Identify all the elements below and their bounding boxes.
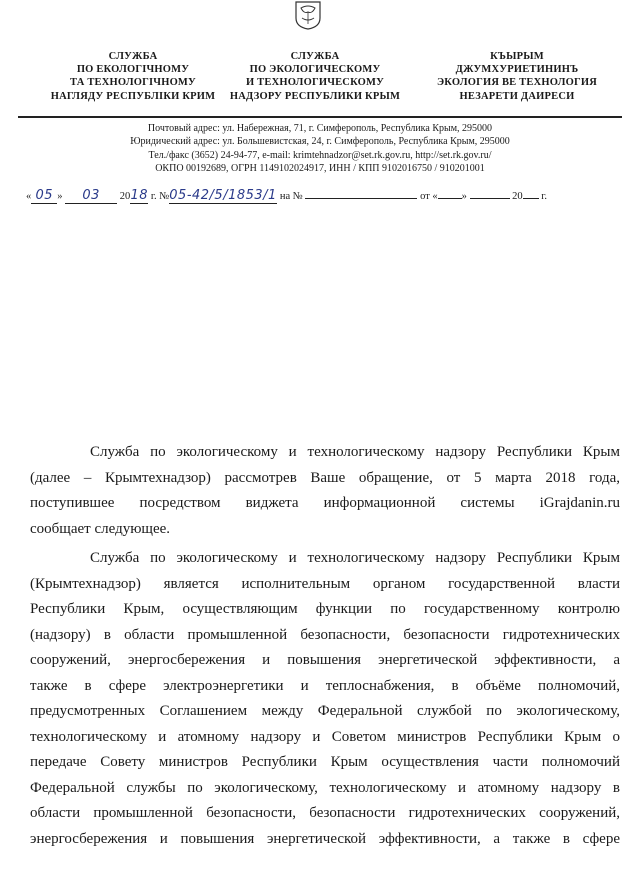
header-left-line: ТА ТЕХНОЛОГІЧНОМУ (70, 77, 196, 89)
ref-open-quote: « (26, 191, 32, 202)
body-line: сооружений, энергосбережения и повышения энергетической эффективности, а (30, 652, 620, 668)
header-left-line: НАГЛЯДУ РЕСПУБЛІКИ КРИМ (50, 90, 216, 102)
ref-day: 05 (31, 188, 57, 204)
body-line: области промышленной безопасности, безопасности гидротехнических сооружений, (30, 805, 620, 821)
header-middle-line: СЛУЖБА (290, 51, 340, 62)
ref-year-label: г. (150, 191, 157, 202)
header-middle-russian (220, 50, 410, 103)
header-right-line: ЭКОЛОГИЯ ВЕ ТЕХНОЛОГИЯ (436, 77, 598, 89)
contacts: Тел./факс (3652) 24-94-77, e-mail: krimtehnadzor@set.rk.gov.ru, http://set.rk.gov.ru/ (148, 149, 492, 161)
body-line: также в сфере электроэнергетики и теплоснабжения, в объёме полномочий, (30, 677, 620, 694)
ref-number: 05-42/5/1853/1 (169, 188, 277, 203)
body-line: Служба по экологическому и технологическому надзору Республики Крым (90, 444, 620, 460)
ref-year2-label: г. (541, 191, 548, 202)
ref-month: 03 (65, 188, 117, 204)
body-line: Федеральной службы по экологическому, технологическому и атомному надзору в (30, 779, 620, 796)
ref-year2-blank (523, 198, 539, 199)
header-right-line: ДЖУМХУРИЕТИНИНЪ (455, 64, 579, 76)
header-left-line: ПО ЕКОЛОГІЧНОМУ (76, 64, 190, 76)
ref-from-close: » (461, 191, 467, 202)
body-line: технологическому и атомному надзору и Советом министров Республики Крым о (30, 728, 620, 745)
body-line: передаче Совету министров Республики Крым осуществления части полномочий (30, 754, 620, 770)
header-left-ukrainian (38, 50, 228, 103)
body-line: Республики Крым, осуществляющим функции по государственному контролю (30, 601, 620, 617)
body-line: (надзору) в области промышленной безопасности, безопасности гидротехнических (30, 626, 620, 643)
body-line: сообщает следующее. (30, 520, 171, 537)
ref-from-label: от « (420, 191, 438, 202)
body-line: Служба по экологическому и технологическому надзору Республики Крым (90, 550, 620, 566)
registration-codes: ОКПО 00192689, ОГРН 1149102024917, ИНН / КПП 9102016750 / 910201001 (155, 163, 485, 175)
paragraph-2 (30, 546, 620, 852)
address-block (100, 122, 540, 176)
letter-body (30, 440, 620, 852)
header-right-line: НЕЗАРЕТИ ДАИРЕСИ (459, 90, 575, 102)
body-line: поступившее посредством виджета информационной системы iGrajdanin.ru (30, 495, 620, 511)
ref-close-quote: » (57, 191, 63, 202)
header-right-line: КЪЫРЫМ (490, 51, 544, 62)
body-line: предусмотренных Соглашением между Федеральной службой по экологическому, (30, 703, 620, 719)
crimea-emblem-icon (290, 0, 326, 30)
header-left-line: СЛУЖБА (108, 51, 158, 62)
ref-number-label: № (159, 191, 170, 202)
header-middle-line: И ТЕХНОЛОГИЧЕСКОМУ (245, 77, 385, 89)
header-middle-line: НАДЗОРУ РЕСПУБЛИКИ КРЫМ (229, 90, 401, 102)
ref-year2-prefix: 20 (512, 191, 523, 202)
header-divider (18, 116, 622, 118)
ref-on-label: на № (279, 191, 303, 202)
body-line: энергосбережения и повышения энергетической эффективности, а также в сфере (30, 830, 620, 847)
ref-year-prefix: 20 (119, 191, 131, 202)
legal-address: Юридический адрес: ул. Большевистская, 24, г. Симферополь, Республика Крым, 295000 (130, 136, 510, 148)
body-line: (Крымтехнадзор) является исполнительным органом государственной власти (30, 575, 620, 592)
ref-year-suffix: 18 (130, 188, 149, 203)
header-middle-line: ПО ЭКОЛОГИЧЕСКОМУ (249, 64, 381, 76)
header-right-crimean-tatar (422, 50, 612, 103)
ref-from-day-blank (438, 198, 462, 199)
ref-on-blank (305, 198, 417, 199)
paragraph-1 (30, 440, 620, 542)
body-line: (далее – Крымтехнадзор) рассмотрев Ваше обращение, от 5 марта 2018 года, (30, 469, 620, 486)
postal-address: Почтовый адрес: ул. Набережная, 71, г. Симферополь, Республика Крым, 295000 (147, 123, 493, 134)
ref-from-month-blank (470, 198, 510, 199)
reference-line (26, 188, 616, 204)
